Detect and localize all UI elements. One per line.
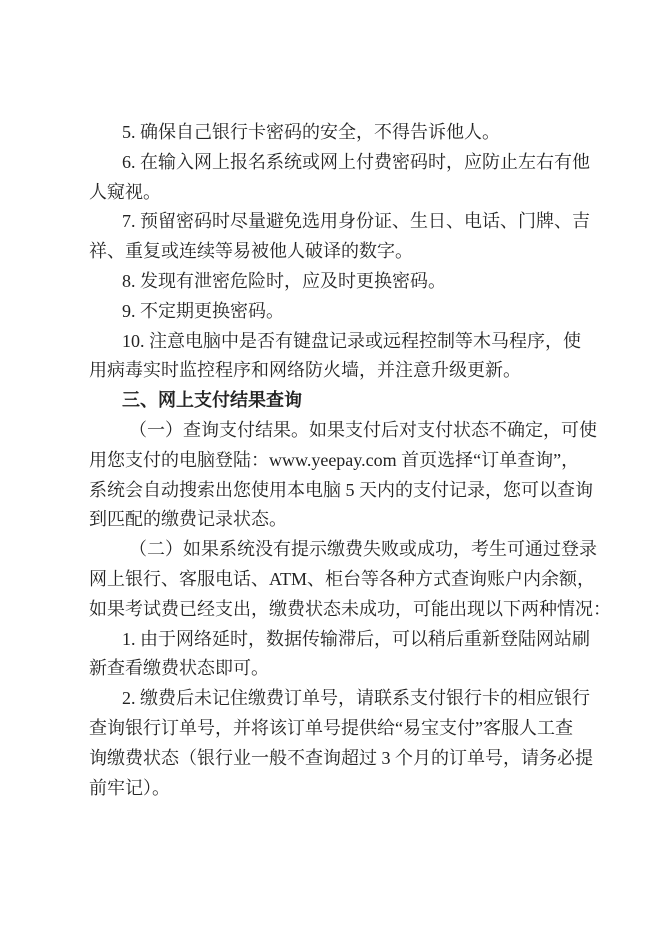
text-line: 用病毒实时监控程序和网络防火墙，并注意升级更新。 — [89, 360, 521, 381]
text-line: （一）查询支付结果。如果支付后对支付状态不确定，可使 — [129, 419, 597, 440]
document-body — [89, 118, 611, 803]
text-line: 到匹配的缴费记录状态。 — [89, 509, 287, 530]
text-line: 祥、重复或连续等易被他人破译的数字。 — [89, 241, 413, 262]
text-line: 如果考试费已经支出，缴费状态未成功，可能出现以下两种情况： — [89, 598, 611, 619]
text-line: 网上银行、客服电话、ATM、柜台等各种方式查询账户内余额， — [89, 568, 596, 589]
text-line: 6. 在输入网上报名系统或网上付费密码时，应防止左右有他 — [122, 151, 590, 172]
text-line: 2. 缴费后未记住缴费订单号，请联系支付银行卡的相应银行 — [122, 688, 590, 709]
text-line: 新查看缴费状态即可。 — [89, 658, 269, 679]
text-line: 7. 预留密码时尽量避免选用身份证、生日、电话、门牌、吉 — [122, 211, 590, 232]
text-line: 10. 注意电脑中是否有键盘记录或远程控制等木马程序，使 — [122, 330, 581, 351]
text-line: 系统会自动搜索出您使用本电脑 5 天内的支付记录，您可以查询 — [89, 479, 593, 500]
text-line: 用您支付的电脑登陆：www.yeepay.com 首页选择“订单查询”， — [89, 449, 580, 470]
text-line: 询缴费状态（银行业一般不查询超过 3 个月的订单号，请务必提 — [89, 747, 593, 768]
text-line: 前牢记）。 — [89, 777, 170, 798]
section-heading: 三、网上支付结果查询 — [122, 390, 302, 411]
text-line: 1. 由于网络延时，数据传输滞后，可以稍后重新登陆网站刷 — [122, 628, 590, 649]
text-line: 9. 不定期更换密码。 — [122, 300, 284, 321]
text-line: 人窥视。 — [89, 181, 161, 202]
text-line: （二）如果系统没有提示缴费失败或成功，考生可通过登录 — [129, 539, 597, 560]
text-line: 查询银行订单号，并将该订单号提供给“易宝支付”客服人工查 — [89, 717, 573, 738]
text-line: 5. 确保自己银行卡密码的安全，不得告诉他人。 — [122, 122, 500, 142]
text-line: 8. 发现有泄密危险时，应及时更换密码。 — [122, 270, 446, 291]
